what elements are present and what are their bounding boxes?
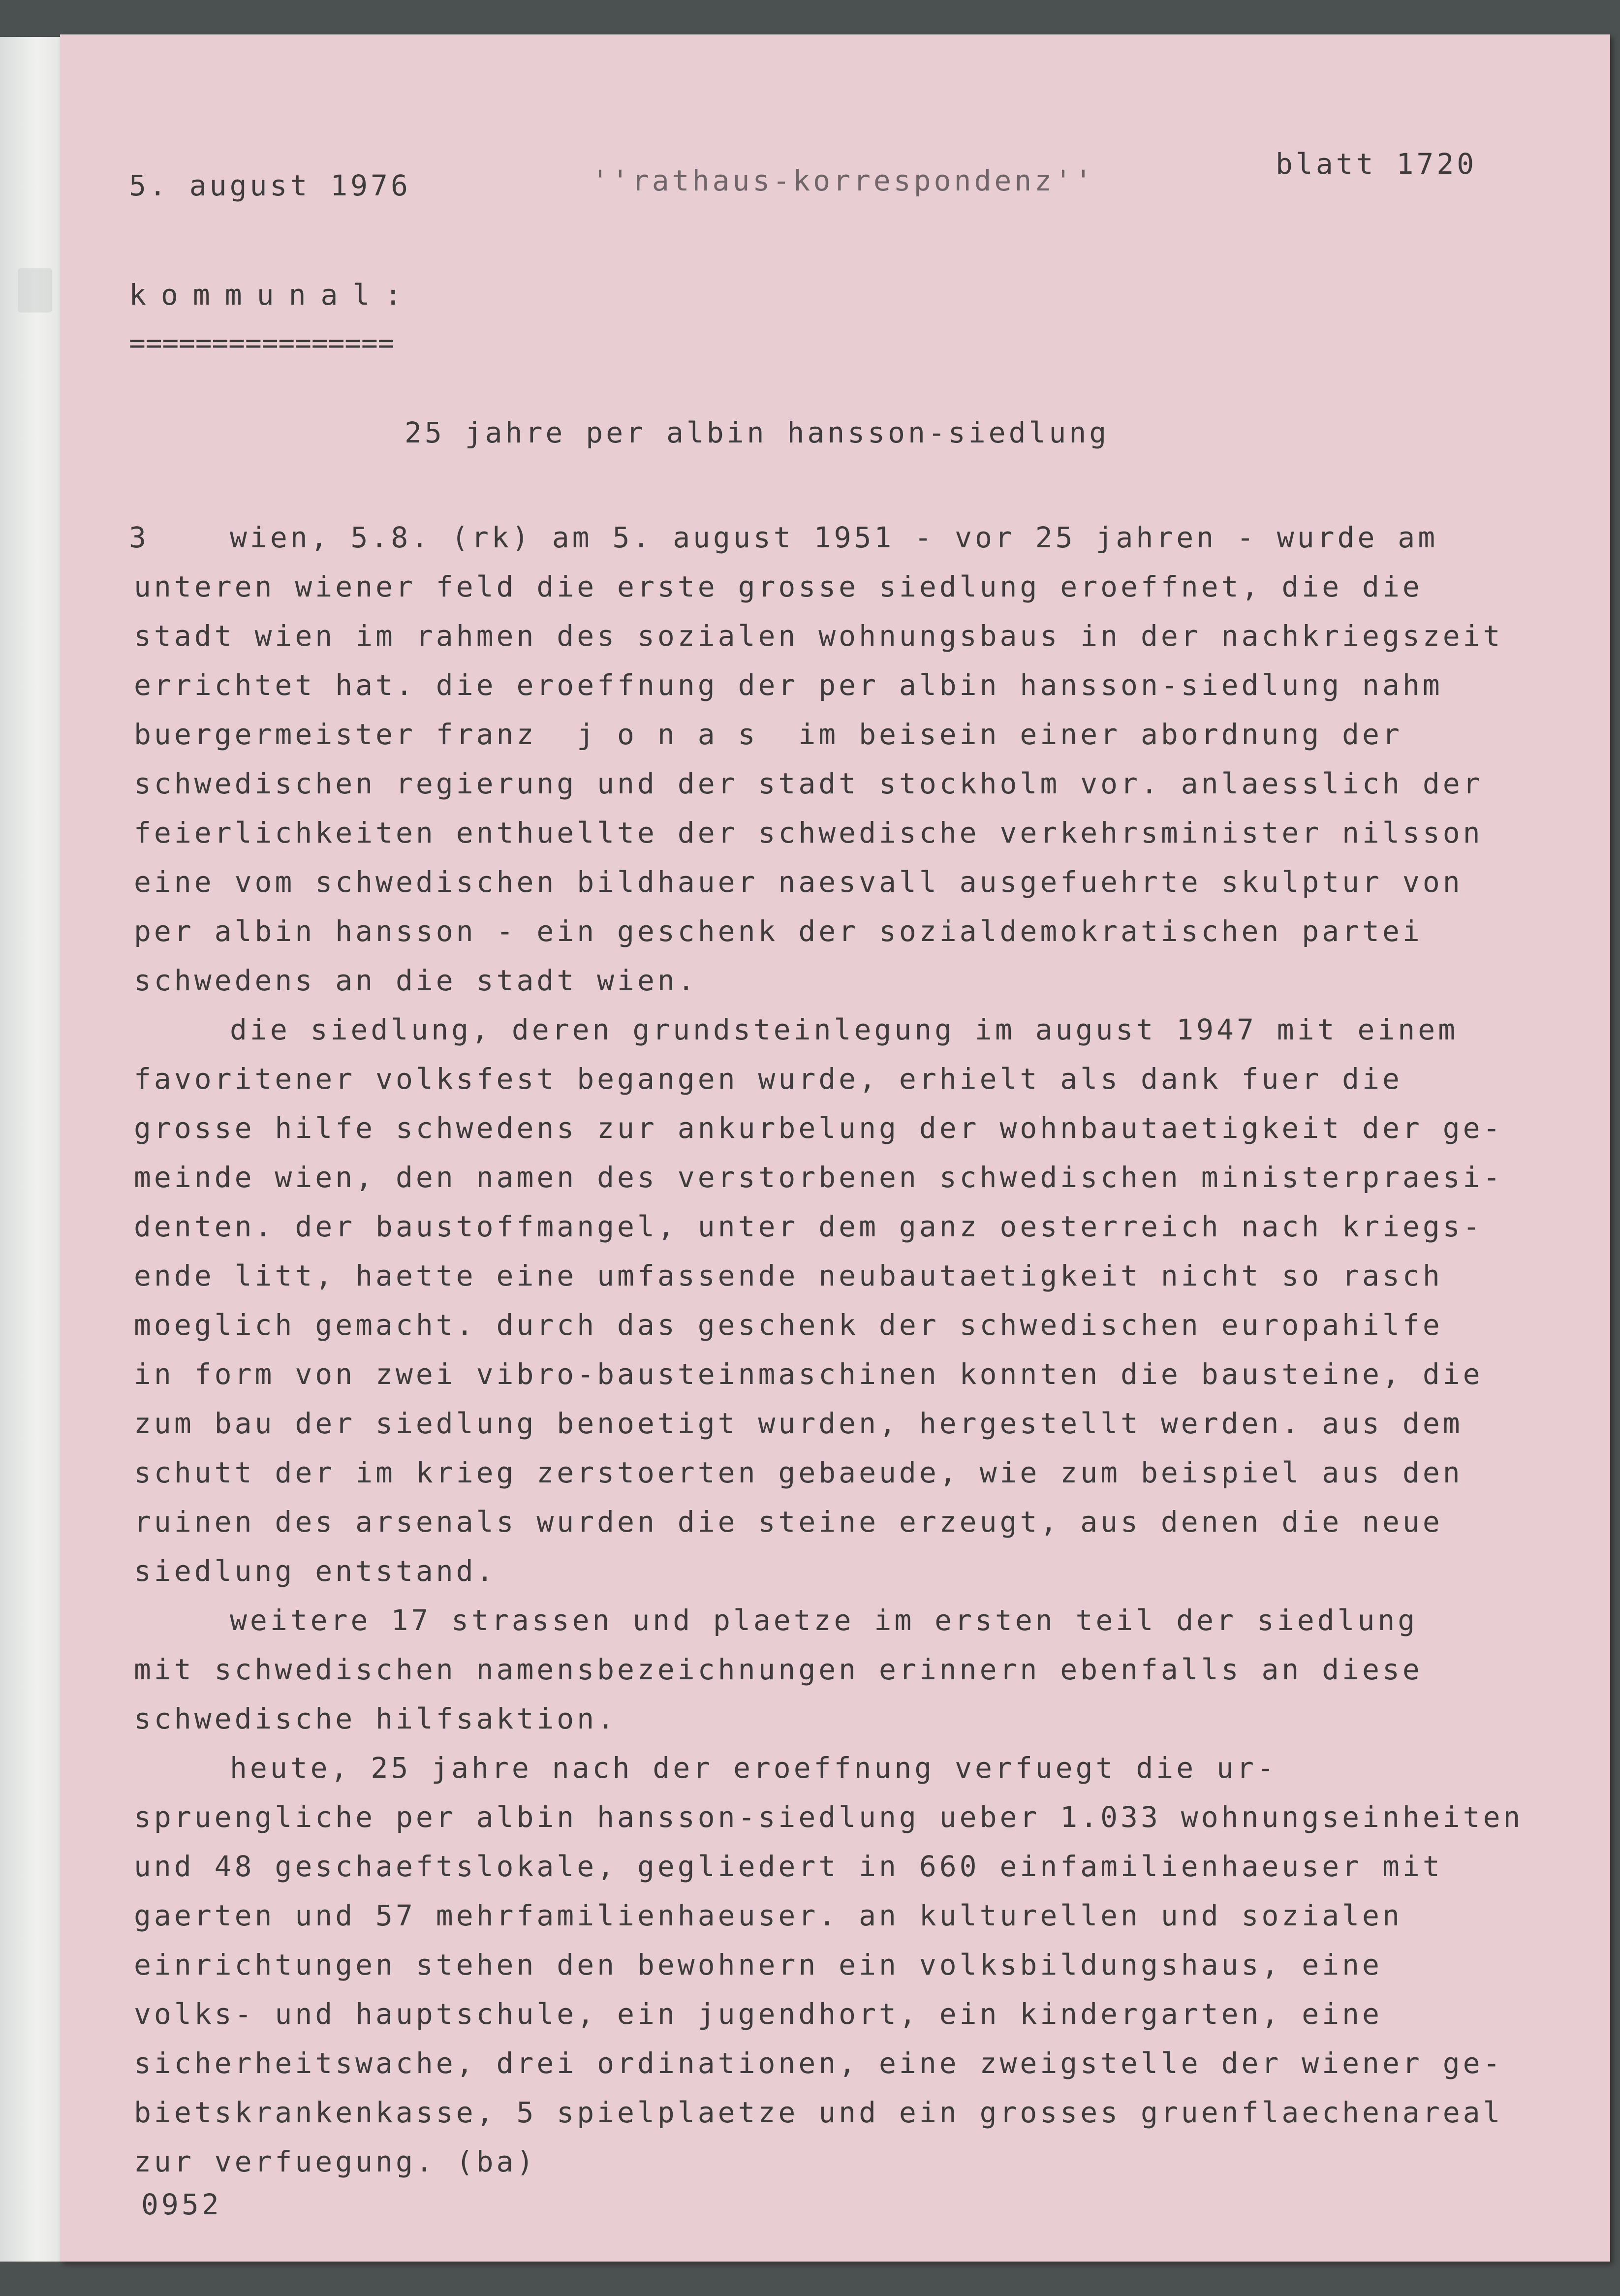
body-line: favoritener volksfest begangen wurde, erhielt als dank fuer die [134,1062,1402,1096]
body-line: mit schwedischen namensbezeichnungen erinnern ebenfalls an diese [134,1653,1423,1686]
body-line: weitere 17 strassen und plaetze im ersten teil der siedlung [230,1604,1418,1637]
body-line: schwedens an die stadt wien. [134,964,698,997]
body-line: feierlichkeiten enthuellte der schwedische verkehrsminister nilsson [134,816,1483,849]
body-line: unteren wiener feld die erste grosse siedlung eroeffnet, die die [134,570,1423,603]
binder-edge [0,37,68,2262]
body-line: in form von zwei vibro-bausteinmaschinen konnten die bausteine, die [134,1357,1483,1391]
body-line: schutt der im krieg zerstoerten gebaeude, wie zum beispiel aus den [134,1456,1463,1489]
body-line: die siedlung, deren grundsteinlegung im august 1947 mit einem [230,1013,1459,1046]
body-line: ende litt, haette eine umfassende neubautaetigkeit nicht so rasch [134,1259,1443,1292]
body-line: buergermeister franz j o n a s im beisein einer abordnung der [134,718,1402,751]
body-line: errichtet hat. die eroeffnung der per albin hansson-siedlung nahm [134,668,1443,702]
header-sheet-number: blatt 1720 [1276,147,1477,181]
body-line: bietskrankenkasse, 5 spielplaetze und ein grosses gruenflaechenareal [134,2096,1503,2129]
article-title: 25 jahre per albin hansson-siedlung [405,416,1110,449]
body-line: schwedischen regierung und der stadt stockholm vor. anlaesslich der [134,767,1483,800]
body-line: grosse hilfe schwedens zur ankurbelung der wohnbautaetigkeit der ge- [134,1111,1503,1145]
body-line: sicherheitswache, drei ordinationen, eine zweigstelle der wiener ge- [134,2046,1503,2080]
body-line: siedlung entstand. [134,1554,497,1588]
binder-stamp-fragment [18,268,52,313]
body-line: und 48 geschaeftslokale, gegliedert in 660 einfamilienhaeuser mit [134,1850,1443,1883]
section-heading: kommunal: [129,278,417,312]
body-line: stadt wien im rahmen des sozialen wohnungsbaus in der nachkriegszeit [134,619,1503,653]
body-line: ruinen des arsenals wurden die steine erzeugt, aus denen die neue [134,1505,1443,1539]
body-line: gaerten und 57 mehrfamilienhaeuser. an kulturellen und sozialen [134,1899,1402,1932]
body-line: zur verfuegung. (ba) [134,2145,537,2178]
body-line: eine vom schwedischen bildhauer naesvall ausgefuehrte skulptur von [134,865,1463,899]
footer-code: 0952 [141,2188,222,2221]
body-line: volks- und hauptschule, ein jugendhort, ein kindergarten, eine [134,1997,1382,2031]
body-line: spruengliche per albin hansson-siedlung ueber 1.033 wohnungseinheiten [134,1800,1524,1834]
body-line: moeglich gemacht. durch das geschenk der schwedischen europahilfe [134,1308,1443,1342]
body-line: schwedische hilfsaktion. [134,1702,618,1735]
header-date: 5. august 1976 [129,169,411,202]
body-line: einrichtungen stehen den bewohnern ein volksbildungshaus, eine [134,1948,1382,1981]
header-publication: ''rathaus-korrespondenz'' [592,164,1095,197]
body-line: denten. der baustoffmangel, unter dem ganz oesterreich nach kriegs- [134,1210,1483,1243]
document-page [60,34,1610,2262]
body-line: zum bau der siedlung benoetigt wurden, hergestellt werden. aus dem [134,1407,1463,1440]
body-line: per albin hansson - ein geschenk der sozialdemokratischen partei [134,914,1423,948]
body-line: wien, 5.8. (rk) am 5. august 1951 - vor 25 jahren - wurde am [230,521,1438,554]
body-line: heute, 25 jahre nach der eroeffnung verfuegt die ur- [230,1751,1277,1785]
section-underline: ================ [129,327,395,359]
body-line: meinde wien, den namen des verstorbenen schwedischen ministerpraesi- [134,1161,1503,1194]
item-number: 3 [129,521,149,554]
